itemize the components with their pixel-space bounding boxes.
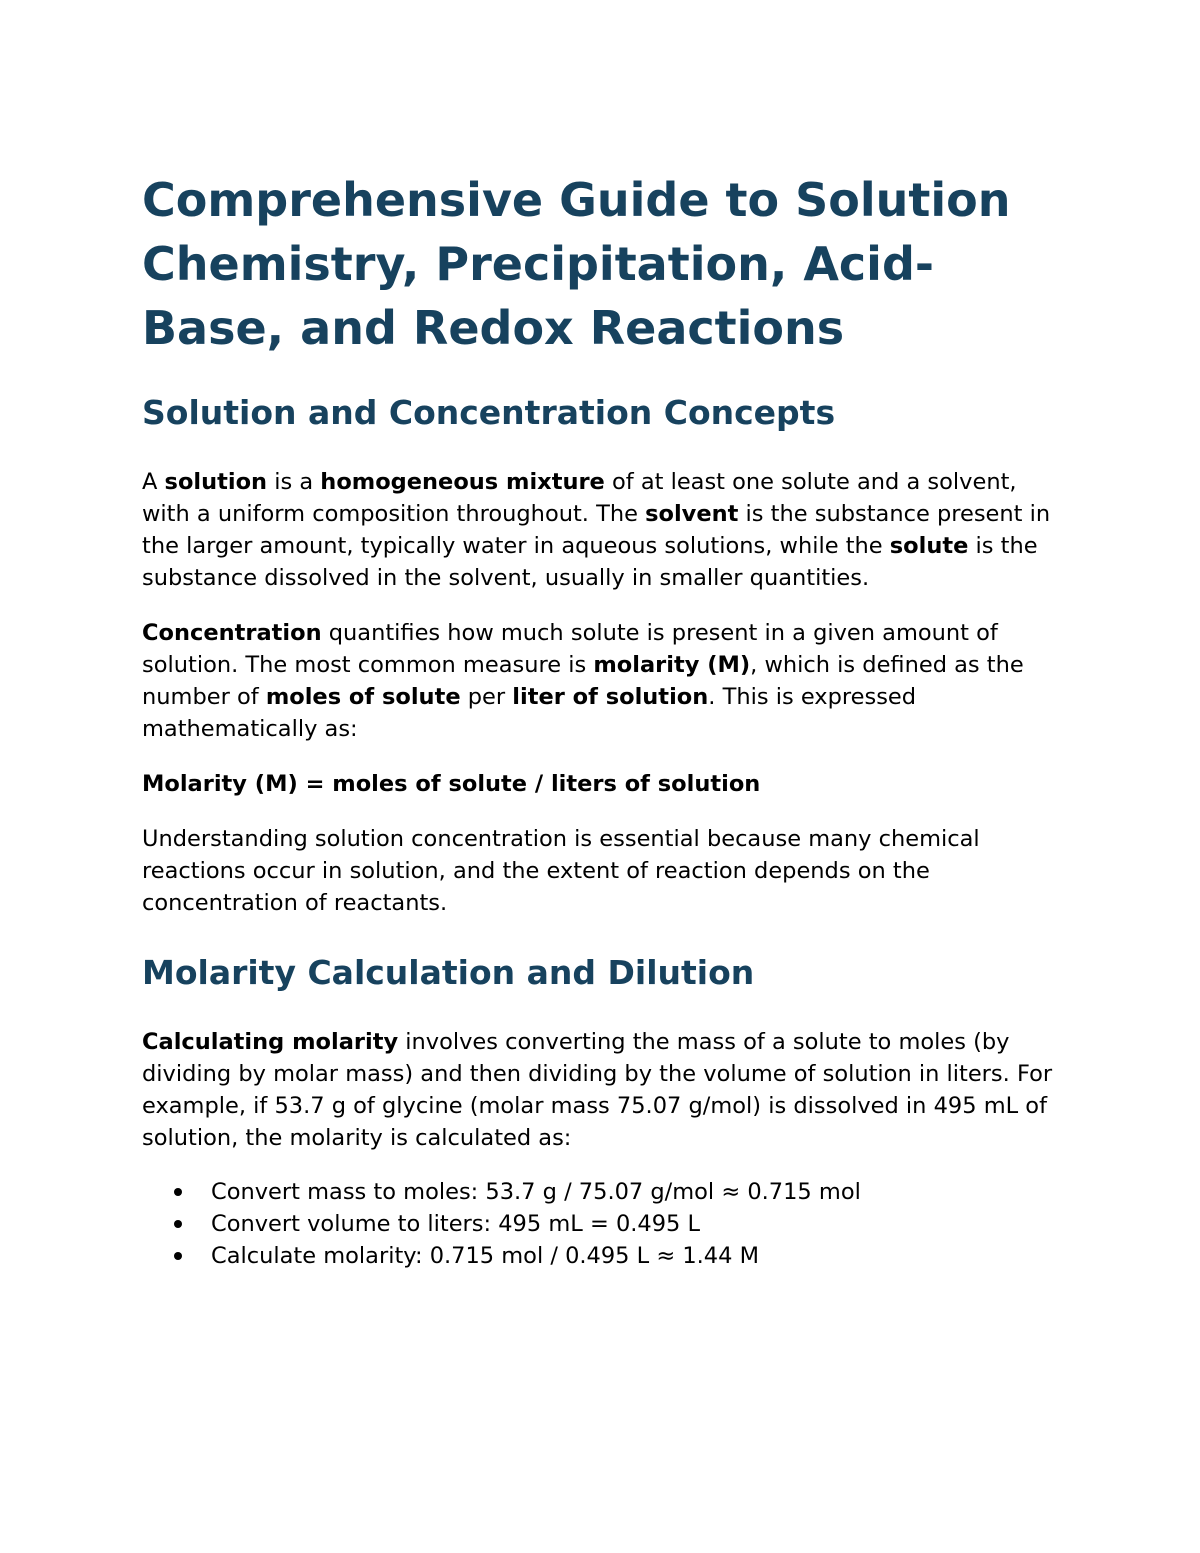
- bullet-icon: [174, 1188, 182, 1196]
- formula-text: Molarity (M) = moles of solute / liters of solution: [142, 771, 761, 797]
- paragraph-solution-definition: [142, 466, 1062, 594]
- document-page: [142, 168, 1062, 1272]
- section-heading-solution-concepts: Solution and Concentration Concepts: [142, 393, 836, 432]
- bold-term: liter of solution: [512, 684, 709, 710]
- bold-term: homogeneous mixture: [320, 469, 605, 495]
- bullet-icon: [174, 1220, 182, 1228]
- calculation-steps-list: [142, 1176, 1062, 1272]
- text-run: of at least one solute and a solvent, with a uniform composition throughout. The: [142, 469, 1017, 527]
- bold-term: Concentration: [142, 620, 322, 646]
- bold-term: solution: [164, 469, 268, 495]
- bold-term: solvent: [645, 501, 739, 527]
- list-item: [211, 1176, 1062, 1208]
- bold-term: molarity (M): [593, 652, 751, 678]
- text-run: . This is expressed mathematically as:: [142, 684, 917, 742]
- text-run: is a: [267, 469, 321, 495]
- text-run: A: [142, 469, 165, 495]
- list-item-text: Convert mass to moles: 53.7 g / 75.07 g/mol ≈ 0.715 mol: [211, 1179, 861, 1205]
- section-heading-molarity-calculation: Molarity Calculation and Dilution: [142, 953, 755, 992]
- list-item-text: Convert volume to liters: 495 mL = 0.495 L: [211, 1211, 701, 1237]
- text-run: quantifies how much solute is present in a given amount of solution. The most common measure is: [142, 620, 998, 678]
- text-run: involves converting the mass of a solute to moles (by dividing by molar mass) and then dividing by the volume of solution in liters. For example, if 53.7 g of glycine (molar mass 75.07 g/mol) is dissolved in 495 mL of solution, the molarity is calculated as:: [142, 1029, 1053, 1151]
- bold-term: Calculating molarity: [142, 1029, 399, 1055]
- bold-term: moles of solute: [265, 684, 461, 710]
- text-run: is the substance dissolved in the solvent, usually in smaller quantities.: [142, 533, 1038, 591]
- list-item-text: Calculate molarity: 0.715 mol / 0.495 L ≈ 1.44 M: [211, 1243, 759, 1269]
- paragraph-calculating-molarity: [142, 1026, 1062, 1154]
- molarity-formula: [142, 768, 1062, 800]
- text-run: is the substance present in the larger amount, typically water in aqueous solutions, while the: [142, 501, 1051, 559]
- text-run: , which is defined as the number of: [142, 652, 1024, 710]
- bold-term: solute: [889, 533, 969, 559]
- text-run: per: [460, 684, 513, 710]
- list-item: [211, 1208, 1062, 1240]
- document-title: Comprehensive Guide to Solution Chemistry, Precipitation, Acid-Base, and Redox Reactions: [142, 173, 1011, 355]
- paragraph-importance: Understanding solution concentration is essential because many chemical reactions occur in solution, and the extent of reaction depends on the concentration of reactants.: [142, 826, 980, 916]
- paragraph-concentration: [142, 617, 1062, 745]
- bullet-icon: [174, 1252, 182, 1260]
- list-item: [211, 1240, 1062, 1272]
